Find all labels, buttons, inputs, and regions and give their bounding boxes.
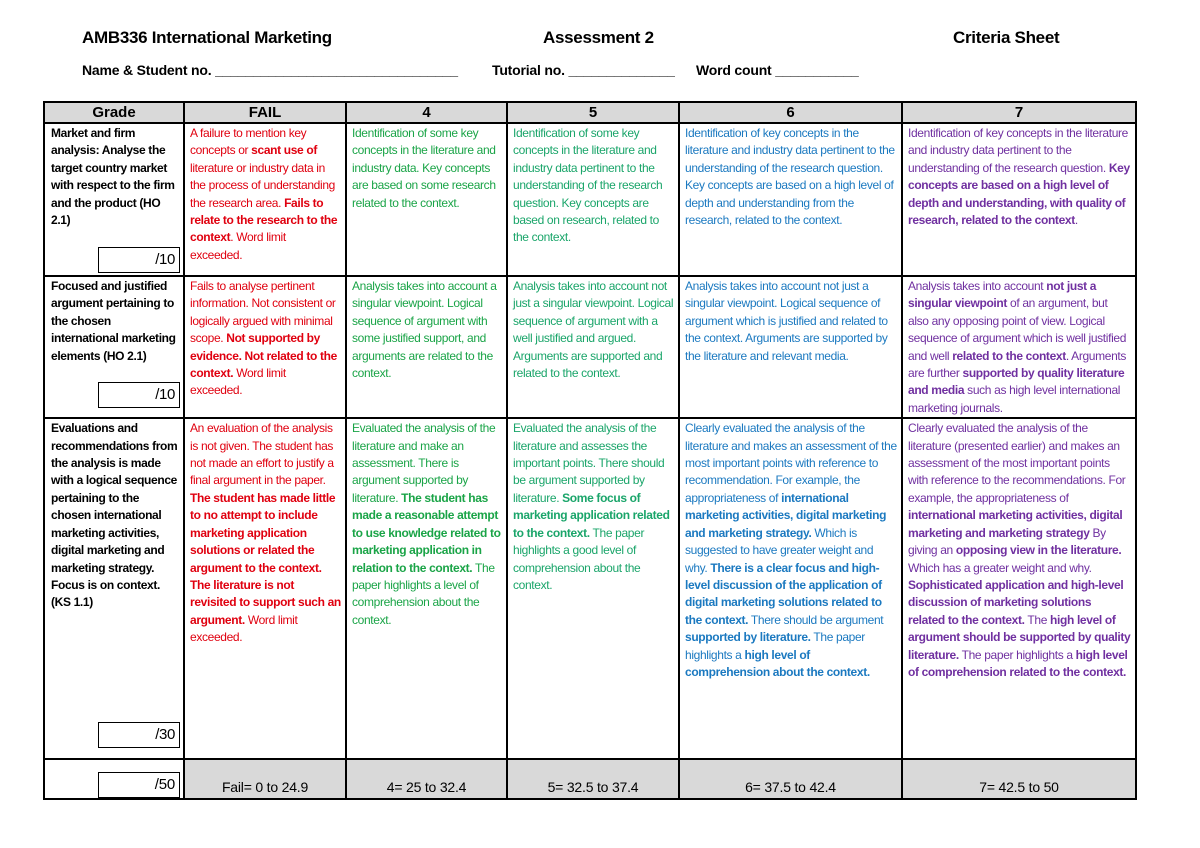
grade-4-cell: Analysis takes into account a singular viewpoint. Logical sequence of argument with some justified support, and arguments are related to the context. [346,276,507,418]
grade-5-range: 5= 32.5 to 37.4 [507,759,679,799]
criterion-text: Focused and justified argument pertaining to the chosen international marketing elements (HO 2.1) [51,279,176,363]
grade-6-cell: Clearly evaluated the analysis of the literature and makes an assessment of the most important points with reference to recommendation. For example, the appropriateness of international marketing activities, digital marketing and marketing strategy. Which is suggested to have greater weight and why. There is a clear focus and high-level discussion of the application of digital marketing solutions related to the context. There should be argument supported by literature. The paper highlights a high level of comprehension about the context. [679,418,902,759]
course-title: AMB336 International Marketing [82,28,332,47]
table-header-row [44,102,1136,123]
grade-4-cell: Evaluated the analysis of the literature and make an assessment. There is argument supported by literature. The student has made a reasonable attempt to use knowledge related to marketing application in relation to the context. The paper highlights a level of comprehension about the context. [346,418,507,759]
criterion-focused-argument [44,276,184,418]
score-box[interactable]: /10 [98,247,180,273]
grade-4-cell: Identification of some key concepts in the literature and industry data. Key concepts are based on some research related to the context. [346,123,507,276]
total-score-box[interactable]: /50 [98,772,180,798]
col-grade: Grade [44,102,184,123]
grade-5-cell: Analysis takes into account not just a singular viewpoint. Logical sequence of argument with a well justified and argued. Arguments are supported and related to the context. [507,276,679,418]
grade-6-range: 6= 37.5 to 42.4 [679,759,902,799]
grade-4-range: 4= 25 to 32.4 [346,759,507,799]
grade-7-range: 7= 42.5 to 50 [902,759,1136,799]
assessment-title: Assessment 2 [543,28,654,47]
col-grade-4: 4 [346,102,507,123]
score-box[interactable]: /30 [98,722,180,748]
grade-7-cell: Identification of key concepts in the literature and industry data pertinent to the understanding of the research question. Key concepts are based on a high level of depth and understanding, with quality of research, related to the context. [902,123,1136,276]
score-box[interactable]: /10 [98,382,180,408]
fail-cell: An evaluation of the analysis is not given. The student has not made an effort to justify a final argument in the paper. The student has made little to no attempt to include marketing application solutions or related the argument to the context. The literature is not revisited to support such an argument. Word limit exceeded. [184,418,346,759]
grade-5-cell: Identification of some key concepts in the literature and industry data pertinent to the understanding of the research question. Key concepts are based on research, related to the context. [507,123,679,276]
col-grade-7: 7 [902,102,1136,123]
criteria-sheet-title: Criteria Sheet [953,28,1060,47]
word-count-field[interactable]: Word count ___________ [696,62,859,78]
tutorial-field[interactable]: Tutorial no. ______________ [492,62,675,78]
grade-6-cell: Analysis takes into account not just a singular viewpoint. Logical sequence of argument which is justified and related to the context. Arguments are supported by the literature and relevant media. [679,276,902,418]
criterion-text: Evaluations and recommendations from the analysis is made with a logical sequence pertaining to the chosen international marketing activities, digital marketing and marketing strategy. Focus is on context. (KS 1.1) [51,421,178,610]
total-score-cell [44,759,184,799]
grade-7-cell: Clearly evaluated the analysis of the literature (presented earlier) and makes an assessment of the most important points with reference to the recommendations. For example, the appropriateness of international marketing activities, digital marketing and marketing strategy By giving an opposing view in the literature. Which has a greater weight and why. Sophisticated application and high-level discussion of marketing solutions related to the context. The high level of argument should be supported by quality literature. The paper highlights a high level of comprehension related to the context. [902,418,1136,759]
fail-cell: A failure to mention key concepts or scant use of literature or industry data in the process of understanding the research area. Fails to relate to the research to the context. Word limit exceeded. [184,123,346,276]
grade-ranges-row [44,759,1136,799]
fail-cell: Fails to analyse pertinent information. Not consistent or logically argued with minimal scope. Not supported by evidence. Not related to the context. Word limit exceeded. [184,276,346,418]
grade-6-cell: Identification of key concepts in the literature and industry data pertinent to the understanding of the research question. Key concepts are based on a high level of depth and understanding from the research, related to the context. [679,123,902,276]
col-fail: FAIL [184,102,346,123]
criteria-table [43,101,1137,800]
fail-range: Fail= 0 to 24.9 [184,759,346,799]
table-row [44,418,1136,759]
criterion-evaluations [44,418,184,759]
col-grade-6: 6 [679,102,902,123]
grade-5-cell: Evaluated the analysis of the literature and assesses the important points. There should be argument supported by literature. Some focus of marketing application related to the context. The paper highlights a good level of comprehension about the context. [507,418,679,759]
criterion-text: Market and firm analysis: Analyse the target country market with respect to the firm and the product (HO 2.1) [51,126,175,228]
criterion-market-analysis [44,123,184,276]
grade-7-cell: Analysis takes into account not just a singular viewpoint of an argument, but also any opposing point of view. Logical sequence of argument which is well justified and well related to the context. Arguments are further supported by quality literature and media such as high level international marketing journals. [902,276,1136,418]
col-grade-5: 5 [507,102,679,123]
table-row [44,276,1136,418]
name-student-field[interactable]: Name & Student no. ________________________________ [82,62,458,78]
table-row [44,123,1136,276]
